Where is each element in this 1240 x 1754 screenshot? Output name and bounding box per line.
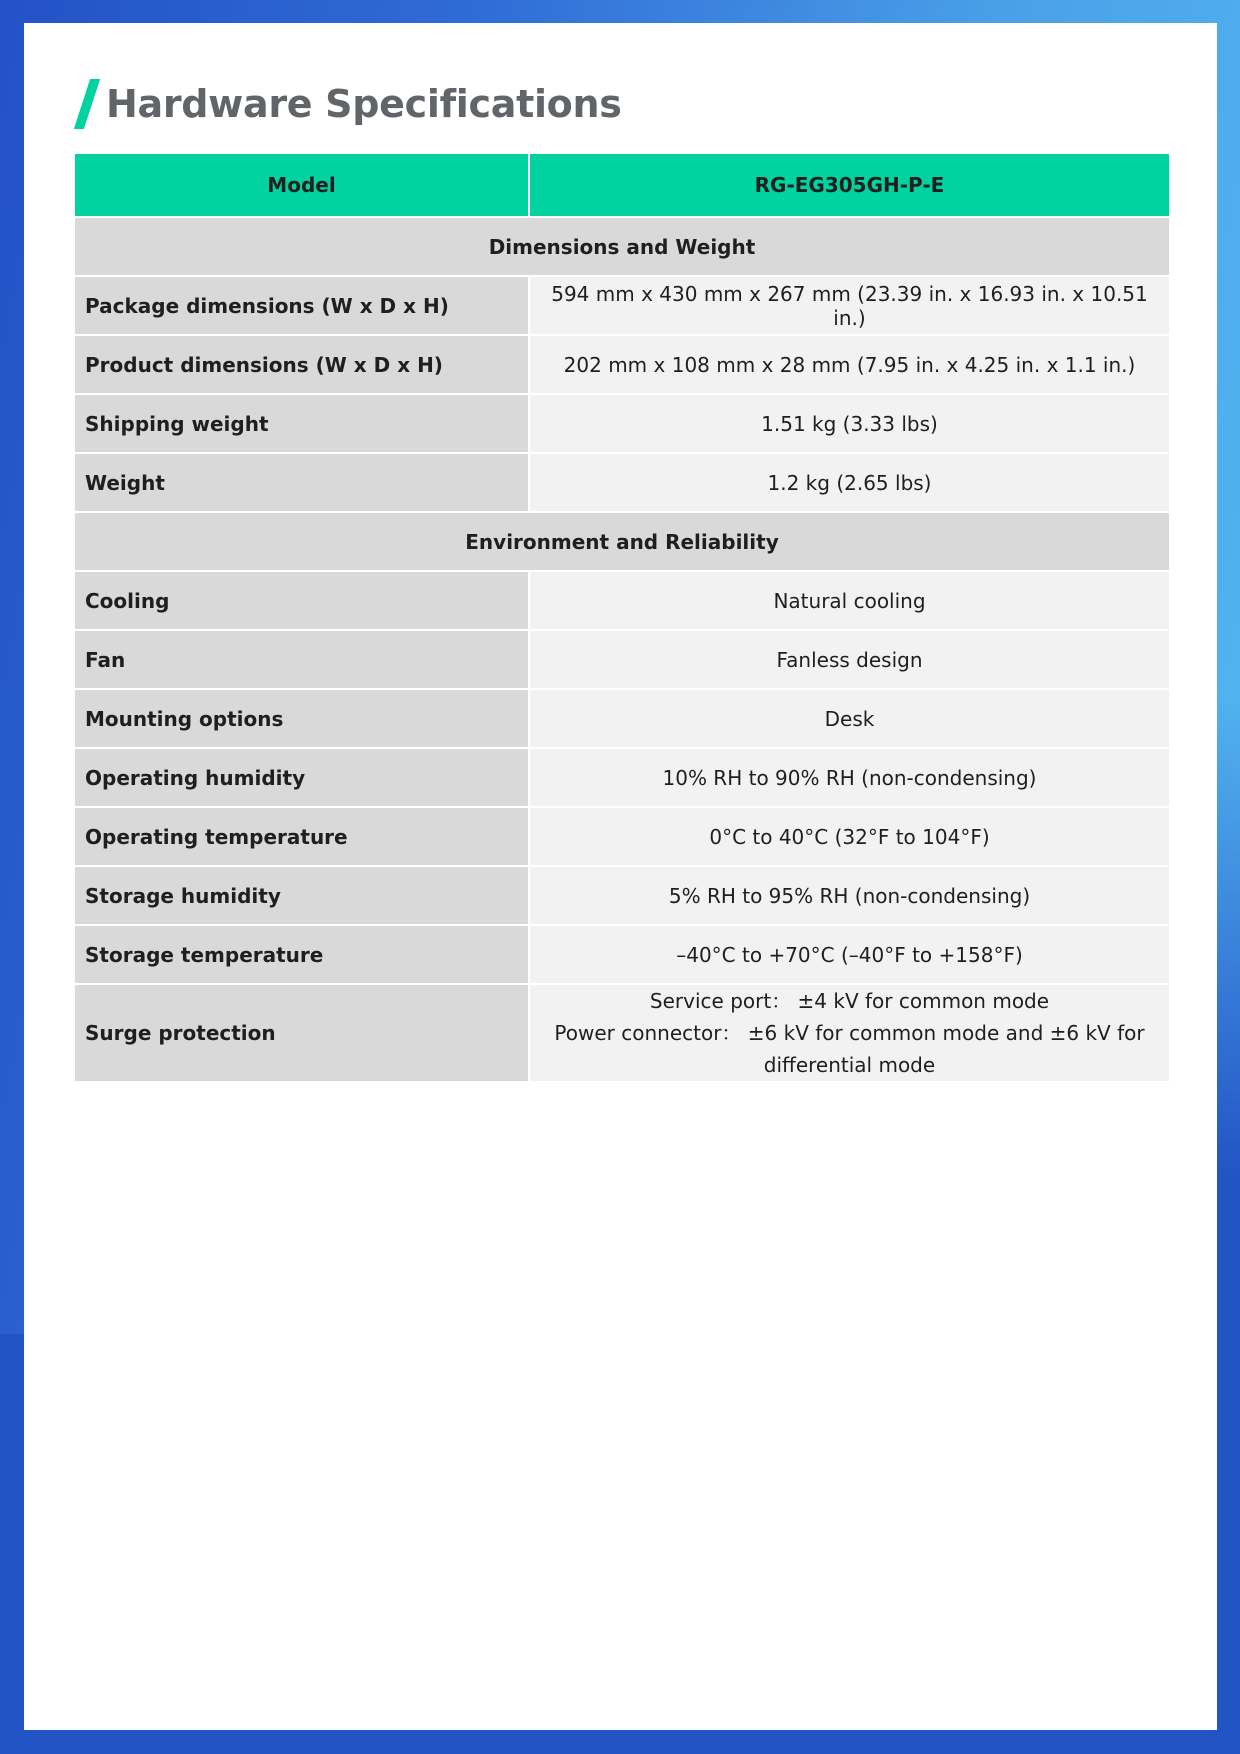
table-row — [74, 984, 1170, 1082]
accent-slash-icon — [74, 79, 100, 129]
header-model-label: Model — [74, 153, 529, 217]
spec-label: Surge protection — [74, 984, 529, 1082]
spec-value: 1.51 kg (3.33 lbs) — [529, 394, 1170, 453]
spec-label: Package dimensions (W x D x H) — [74, 276, 529, 335]
spec-value: 5% RH to 95% RH (non-condensing) — [529, 866, 1170, 925]
table-header-row — [74, 153, 1170, 217]
spec-label: Weight — [74, 453, 529, 512]
surge-service-port: Service port： ±4 kV for common mode — [649, 989, 1050, 1013]
section-title: Environment and Reliability — [74, 512, 1170, 571]
spec-label: Storage temperature — [74, 925, 529, 984]
spec-label: Cooling — [74, 571, 529, 630]
document-page — [24, 23, 1217, 1730]
spec-value: Desk — [529, 689, 1170, 748]
surge-power-connector: Power connector： ±6 kV for common mode and ±6 kV for — [554, 1021, 1145, 1045]
spec-label: Mounting options — [74, 689, 529, 748]
spec-label: Product dimensions (W x D x H) — [74, 335, 529, 394]
spec-value: 10% RH to 90% RH (non-condensing) — [529, 748, 1170, 807]
spec-value: 1.2 kg (2.65 lbs) — [529, 453, 1170, 512]
surge-power-connector-cont: differential mode — [763, 1053, 936, 1077]
spec-table — [73, 152, 1171, 1083]
table-row — [74, 630, 1170, 689]
spec-value: 0°C to 40°C (32°F to 104°F) — [529, 807, 1170, 866]
page-title: Hardware Specifications — [106, 82, 622, 126]
spec-value: 594 mm x 430 mm x 267 mm (23.39 in. x 16.93 in. x 10.51 in.) — [529, 276, 1170, 335]
section-title: Dimensions and Weight — [74, 217, 1170, 276]
section-heading — [74, 79, 622, 129]
spec-label: Operating temperature — [74, 807, 529, 866]
table-row — [74, 276, 1170, 335]
section-row-environment — [74, 512, 1170, 571]
spec-label: Operating humidity — [74, 748, 529, 807]
table-row — [74, 748, 1170, 807]
table-row — [74, 866, 1170, 925]
table-row — [74, 335, 1170, 394]
spec-value: Fanless design — [529, 630, 1170, 689]
section-row-dimensions — [74, 217, 1170, 276]
spec-value: Natural cooling — [529, 571, 1170, 630]
table-row — [74, 453, 1170, 512]
table-row — [74, 807, 1170, 866]
spec-value: –40°C to +70°C (–40°F to +158°F) — [529, 925, 1170, 984]
spec-value: 202 mm x 108 mm x 28 mm (7.95 in. x 4.25 in. x 1.1 in.) — [529, 335, 1170, 394]
spec-label: Fan — [74, 630, 529, 689]
table-row — [74, 689, 1170, 748]
header-model-value: RG-EG305GH-P-E — [529, 153, 1170, 217]
table-row — [74, 925, 1170, 984]
table-row — [74, 571, 1170, 630]
spec-label: Shipping weight — [74, 394, 529, 453]
spec-label: Storage humidity — [74, 866, 529, 925]
spec-value-multiline — [529, 984, 1170, 1082]
table-row — [74, 394, 1170, 453]
